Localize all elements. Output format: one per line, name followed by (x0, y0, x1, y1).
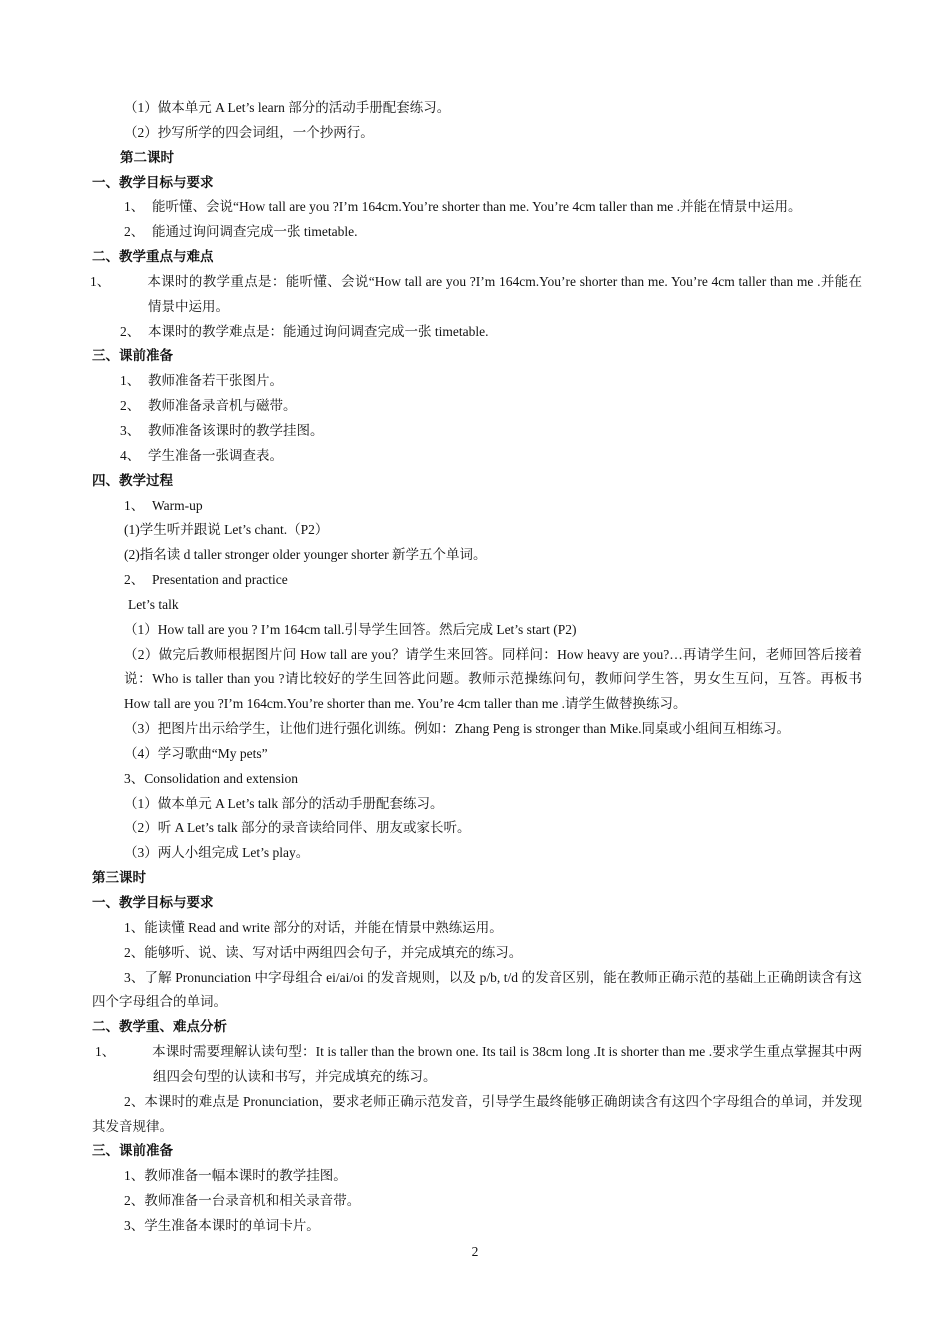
document-page (92, 96, 862, 1239)
list-item: 4、 学生准备一张调查表。 (92, 444, 862, 469)
section-heading: 一、教学目标与要求 (92, 895, 214, 910)
section-heading: 三、课前准备 (92, 348, 173, 364)
section-heading: 三、课前准备 (92, 1143, 173, 1159)
text-line: (1)学生听并跟说 Let’s chant.（P2） (124, 522, 329, 538)
list-marker: 2、 (124, 224, 145, 240)
list-item: 2、 本课时的教学难点是：能通过询问调查完成一张 timetable. (92, 320, 862, 345)
text-line: 3、Consolidation and extension (124, 770, 298, 786)
paragraph: 2、本课时的难点是 Pronunciation，要求老师正确示范发音，引导学生最终能够正确朗读含有这四个字母组合的单词，并发现其发音规律。 (92, 1093, 862, 1134)
page-number: 2 (471, 1244, 479, 1259)
list-item: 3、 教师准备该课时的教学挂图。 (92, 419, 862, 444)
list-item: 1、 教师准备若干张图片。 (92, 369, 862, 394)
list-item: 1、 Warm-up (92, 494, 862, 519)
text-line: （3）把图片出示给学生，让他们进行强化训练。例如：Zhang Peng is stronger than Mike.同桌或小组间互相练习。 (124, 721, 790, 737)
list-marker: 3、 (120, 422, 141, 438)
list-marker: 1、 (95, 1044, 116, 1060)
text-line: （1）做本单元 A Let’s learn 部分的活动手册配套练习。 (124, 100, 451, 115)
list-item: 2、 教师准备录音机与磁带。 (92, 394, 862, 419)
list-item: 1、 能听懂、会说“How tall are you ?I’m 164cm.You’re shorter than me. You’re 4cm taller than me .并能在情景中运用。 (92, 195, 862, 220)
text-line: 2、教师准备一台录音机和相关录音带。 (124, 1193, 361, 1209)
paragraph: 3、了解 Pronunciation 中字母组合 ei/ai/oi 的发音规则，以及 p/b, t/d 的发音区别，能在教师正确示范的基础上正确朗读含有这四个字母组合的单词。 (92, 969, 862, 1010)
list-marker: 1、 (124, 497, 145, 513)
text-line: 1、能读懂 Read and write 部分的对话，并能在情景中熟练运用。 (124, 919, 503, 935)
list-item: 2、 能通过询问调查完成一张 timetable. (92, 220, 862, 245)
section-heading: 四、教学过程 (92, 472, 173, 488)
text-line: (2)指名读 d taller stronger older younger shorter 新学五个单词。 (124, 547, 487, 563)
text-line: 3、学生准备本课时的单词卡片。 (124, 1217, 320, 1233)
section-heading: 第二课时 (120, 149, 174, 165)
list-marker: 2、 (124, 572, 145, 588)
list-marker: 2、 (120, 323, 141, 339)
text-line: Let’s talk (128, 596, 179, 612)
list-item: 1、 本课时的教学重点是：能听懂、会说“How tall are you ?I’m 164cm.You’re shorter than me. You’re 4cm taller than me .并能在情景中运用。 (92, 270, 862, 320)
list-marker: 2、 (120, 398, 141, 414)
text-line: 2、能够听、说、读、写对话中两组四会句子，并完成填充的练习。 (124, 944, 523, 960)
text-line: （1）做本单元 A Let’s talk 部分的活动手册配套练习。 (124, 795, 444, 811)
text-line: （1）How tall are you ? I’m 164cm tall.引导学生回答。然后完成 Let’s start (P2) (124, 621, 577, 637)
section-heading: 二、教学重点与难点 (92, 249, 214, 265)
list-marker: 4、 (120, 447, 141, 463)
text-line: 1、教师准备一幅本课时的教学挂图。 (124, 1168, 347, 1184)
list-marker: 1、 (120, 373, 141, 389)
section-heading: 一、教学目标与要求 (92, 174, 214, 190)
list-marker: 1、 (124, 199, 145, 215)
text-line: （2）抄写所学的四会词组，一个抄两行。 (124, 124, 374, 140)
list-marker: 1、 (90, 273, 111, 289)
section-heading: 二、教学重、难点分析 (92, 1019, 227, 1035)
text-line: （4）学习歌曲“My pets” (124, 745, 268, 761)
paragraph: （2）做完后教师根据图片问 How tall are you？请学生来回答。同样问：How heavy are you?…再请学生问，老师回答后接着说：Who is taller than you ?请比较好的学生回答此问题。教师示范操练问句，教师问学生答，男女生互问，互答。再板书 How tall are you ?I’m 164cm.You’re shorter than me. You’re 4cm taller than me .请学生做替换练习。 (124, 646, 862, 712)
list-item: 1、 本课时需要理解认读句型：It is taller than the brown one. Its tail is 38cm long .It is shorter than me .要求学生重点掌握其中两组四会句型的认读和书写，并完成填充的练习。 (92, 1040, 862, 1090)
list-item: 2、 Presentation and practice (92, 568, 862, 593)
text-line: （3）两人小组完成 Let’s play。 (124, 845, 310, 861)
text-line: （2）听 A Let’s talk 部分的录音读给同伴、朋友或家长听。 (124, 820, 471, 836)
section-heading: 第三课时 (92, 870, 146, 886)
